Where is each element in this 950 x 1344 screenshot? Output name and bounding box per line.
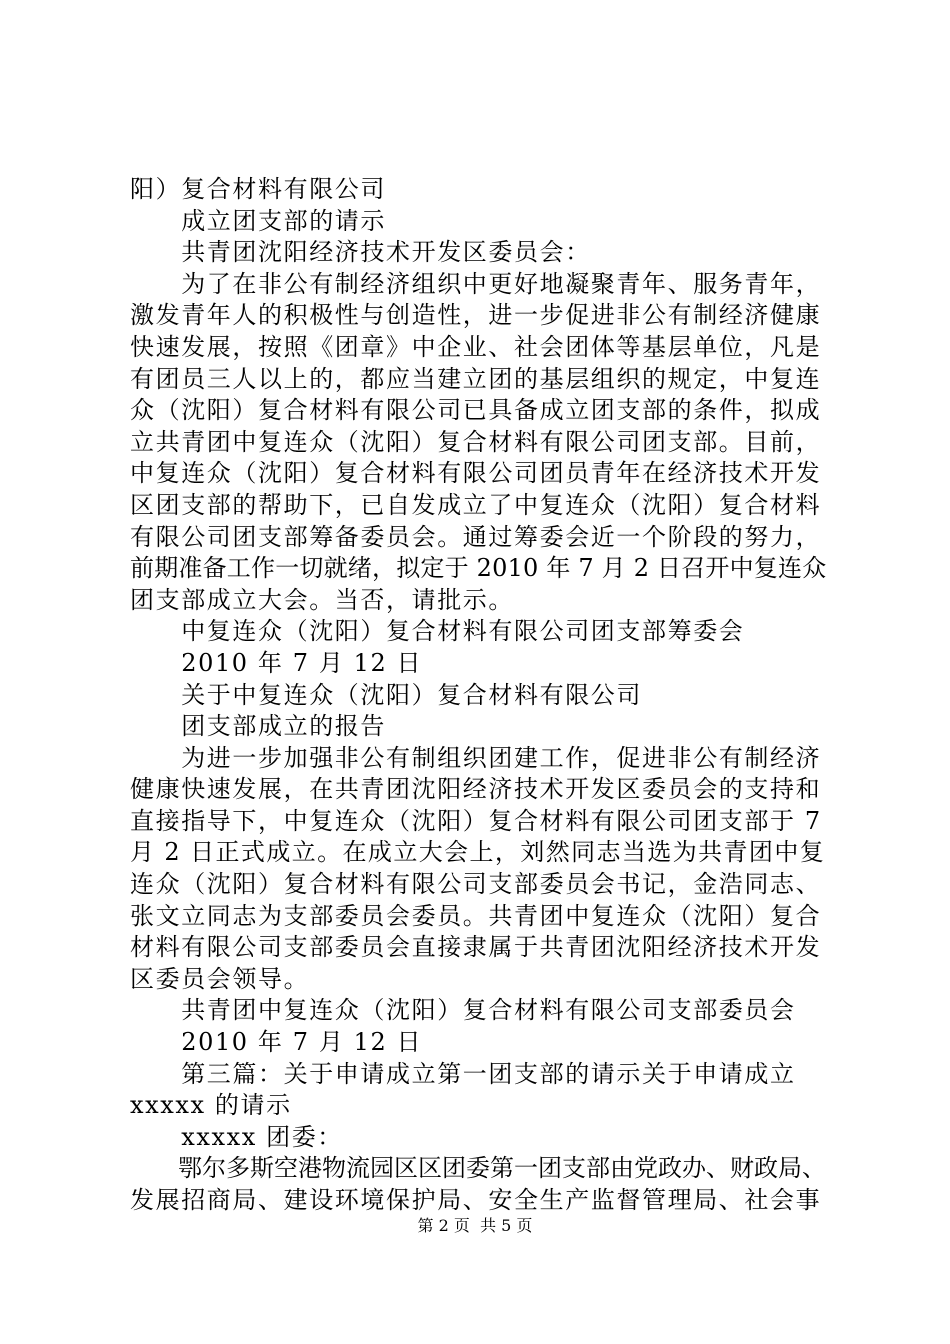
- text-line: xxxxx 的请示: [130, 1091, 292, 1120]
- text-line: 关于中复连众（沈阳）复合材料有限公司: [130, 680, 642, 709]
- text-line: 2010 年 7 月 12 日: [130, 648, 423, 677]
- text-line: xxxxx 团委：: [130, 1122, 343, 1151]
- text-line: 激发青年人的积极性与创造性，进一步促进非公有制经济健康: [130, 301, 822, 330]
- text-line: 阳）复合材料有限公司: [130, 175, 386, 203]
- text-line: 中复连众（沈阳）复合材料有限公司团员青年在经济技术开发: [130, 459, 822, 488]
- text-line: 成立团支部的请示: [130, 206, 386, 235]
- text-line: 区团支部的帮助下，已自发成立了中复连众（沈阳）复合材料: [130, 490, 822, 519]
- text-line: 中复连众（沈阳）复合材料有限公司团支部筹委会: [130, 617, 745, 646]
- text-line: 为进一步加强非公有制组织团建工作，促进非公有制经济: [130, 743, 822, 772]
- text-line: 共青团沈阳经济技术开发区委员会：: [130, 238, 591, 267]
- page-footer: 第 2 页 共 5 页: [417, 1216, 533, 1235]
- text-line: 团支部成立的报告: [130, 712, 386, 741]
- text-line: 月 2 日正式成立。在成立大会上，刘然同志当选为共青团中复: [130, 838, 826, 867]
- text-line: 材料有限公司支部委员会直接隶属于共青团沈阳经济技术开发: [130, 933, 822, 962]
- text-line: 鄂尔多斯空港物流园区区团委第一团支部由党政办、财政局、: [130, 1154, 826, 1183]
- text-line: 有团员三人以上的，都应当建立团的基层组织的规定，中复连: [130, 364, 822, 393]
- document-body: [130, 174, 830, 1217]
- text-line: 众（沈阳）复合材料有限公司已具备成立团支部的条件，拟成: [130, 396, 822, 425]
- text-line: 发展招商局、建设环境保护局、安全生产监督管理局、社会事: [130, 1186, 822, 1214]
- text-line: 团支部成立大会。当否，请批示。: [130, 585, 514, 614]
- text-line: 连众（沈阳）复合材料有限公司支部委员会书记，金浩同志、: [130, 870, 822, 899]
- text-line: 快速发展，按照《团章》中企业、社会团体等基层单位，凡是: [130, 332, 822, 361]
- text-line: 共青团中复连众（沈阳）复合材料有限公司支部委员会: [130, 996, 796, 1025]
- text-line: 为了在非公有制经济组织中更好地凝聚青年、服务青年，: [130, 269, 822, 298]
- text-line: 张文立同志为支部委员会委员。共青团中复连众（沈阳）复合: [130, 901, 822, 930]
- text-line: 区委员会领导。: [130, 964, 310, 993]
- text-line: 第三篇：关于申请成立第一团支部的请示关于申请成立: [130, 1059, 796, 1088]
- text-line: 立共青团中复连众（沈阳）复合材料有限公司团支部。目前，: [130, 427, 822, 456]
- text-line: 前期准备工作一切就绪，拟定于 2010 年 7 月 2 日召开中复连众: [130, 554, 827, 583]
- text-line: 2010 年 7 月 12 日: [130, 1028, 423, 1057]
- text-line: 直接指导下，中复连众（沈阳）复合材料有限公司团支部于 7: [130, 806, 822, 835]
- text-line: 健康快速发展，在共青团沈阳经济技术开发区委员会的支持和: [130, 775, 822, 804]
- text-line: 有限公司团支部筹备委员会。通过筹委会近一个阶段的努力，: [130, 522, 822, 551]
